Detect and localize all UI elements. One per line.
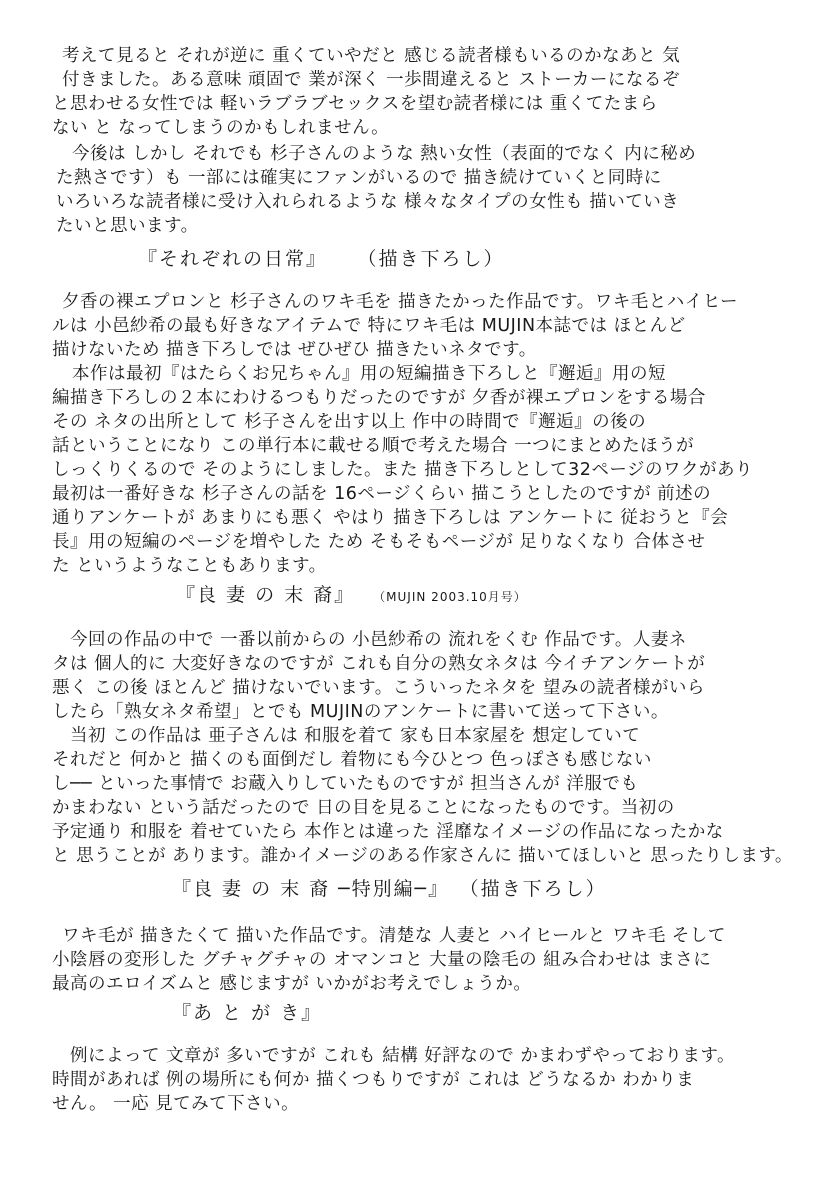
text-line: いろいろな読者様に受け入れられるような 様々なタイプの女性も 描いていき	[56, 192, 680, 212]
text-line: 悪く この後 ほとんど 描けないでいます。こういったネタを 望みの読者様がいら	[52, 678, 705, 698]
text-line: 話ということになり この単行本に載せる順で考えた場合 一つにまとめたほうが	[52, 436, 695, 456]
text-line: 付きました。ある意味 頑固で 業が深く 一歩間違えると ストーカーになるぞ	[62, 70, 680, 90]
text-line: たいと思います。	[56, 216, 199, 236]
section-heading	[138, 246, 505, 272]
text-line: 当初 この作品は 亜子さんは 和服を着て 家も日本家屋を 想定していて	[70, 726, 641, 746]
text-line: し── といった事情で お蔵入りしていたものですが 担当さんが 洋服でも	[52, 774, 639, 794]
text-line: と思わせる女性では 軽いラブラブセックスを望む読者様には 重くてたまら	[52, 94, 658, 114]
text-line: ない と なってしまうのかもしれません。	[52, 118, 390, 138]
text-line: その ネタの出所として 杉子さんを出す以上 作中の時間で『邂逅』の後の	[52, 412, 647, 432]
text-line: 時間があれば 例の場所にも何か 描くつもりですが これは どうなるか わかりま	[52, 1070, 695, 1090]
section-heading	[172, 1000, 322, 1026]
text-line: ルは 小邑紗希の最も好きなアイテムで 特にワキ毛は MUJIN本誌では ほとんど	[52, 316, 686, 336]
text-line: 最初は一番好きな 杉子さんの話を 16ページくらい 描こうとしたのですが 前述の	[52, 484, 712, 504]
text-line: 本作は最初『はたらくお兄ちゃん』用の短編描き下ろしと『邂逅』用の短	[72, 364, 666, 384]
text-line: 例によって 文章が 多いですが これも 結構 好評なので かまわずやっております。	[70, 1046, 735, 1066]
text-line: 最高のエロイズムと 感じますが いかがお考えでしょうか。	[52, 974, 532, 994]
text-line: 今後は しかし それでも 杉子さんのような 熱い女性（表面的でなく 内に秘め	[72, 144, 697, 164]
text-line: 今回の作品の中で 一番以前からの 小邑紗希の 流れをくむ 作品です。人妻ネ	[70, 630, 687, 650]
text-line: タは 個人的に 大変好きなのですが これも自分の熟女ネタは 今イチアンケートが	[52, 654, 706, 674]
section-title: 『それぞれの日常』	[138, 248, 328, 270]
text-line: しっくりくるので そのようにしました。また 描き下ろしとして32ページのワクがあり	[52, 460, 754, 480]
text-line: 長』用の短編のページを増やした ため そもそもページが 足りなくなり 合体させ	[52, 532, 706, 552]
text-line: ワキ毛が 描きたくて 描いた作品です。清楚な 人妻と ハイヒールと ワキ毛 そして	[62, 926, 726, 946]
text-line: た というようなこともあります。	[52, 556, 327, 576]
section-note: （描き下ろし）	[469, 878, 607, 900]
text-line: 夕香の裸エプロンと 杉子さんのワキ毛を 描きたかった作品です。ワキ毛とハイヒー	[62, 292, 739, 312]
section-title: 『良 妻 の 末 裔』	[176, 584, 356, 606]
section-title: 『良 妻 の 末 裔 ─特別編─』	[172, 878, 450, 900]
text-line: それだと 何かと 描くのも面倒だし 着物にも今ひとつ 色っぽさも感じない	[52, 750, 652, 770]
section-heading	[172, 876, 607, 902]
section-title: 『あ と が き』	[172, 1002, 323, 1024]
section-note: （MUJIN 2003.10月号）	[379, 590, 527, 604]
text-line: したら「熟女ネタ希望」とでも MUJINのアンケートに書いて送って下さい。	[52, 702, 669, 722]
text-line: せん。 一応 見てみて下さい。	[52, 1094, 300, 1114]
section-note: （描き下ろし）	[367, 248, 505, 270]
text-line: かまわない という話だったので 日の目を見ることになったものです。当初の	[52, 798, 675, 818]
text-line: 通りアンケートが あまりにも悪く やはり 描き下ろしは アンケートに 従おうと『会	[52, 508, 729, 528]
text-line: た熱さです）も 一部には確実にファンがいるので 描き続けていくと同時に	[56, 168, 662, 188]
text-line: 編描き下ろしの２本にわけるつもりだったのですが 夕香が裸エプロンをする場合	[52, 388, 706, 408]
text-line: 描けないため 描き下ろしでは ぜひぜひ 描きたいネタです。	[52, 340, 537, 360]
text-line: 小陰唇の変形した グチャグチャの オマンコと 大量の陰毛の 組み合わせは まさに	[52, 950, 712, 970]
text-line: 予定通り 和服を 着せていたら 本作とは違った 淫靡なイメージの作品になったかな	[52, 822, 724, 842]
text-line: 考えて見ると それが逆に 重くていやだと 感じる読者様もいるのかなあと 気	[62, 46, 681, 66]
section-heading	[176, 582, 527, 610]
text-line: と 思うことが あります。誰かイメージのある作家さんに 描いてほしいと 思ったりします。	[52, 846, 793, 866]
